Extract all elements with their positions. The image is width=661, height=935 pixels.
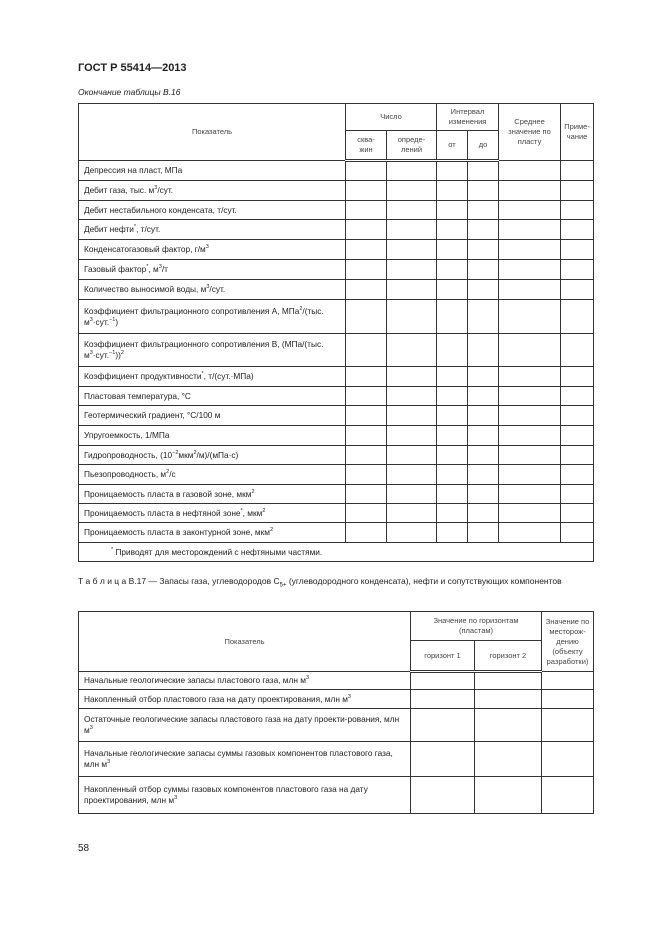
value-cell	[499, 426, 561, 446]
header-by-horizon: Значение по горизонтам (пластам)	[411, 612, 542, 641]
value-cell	[387, 426, 437, 446]
value-cell	[387, 220, 437, 240]
value-cell	[561, 504, 594, 523]
table-row	[79, 240, 594, 260]
value-cell	[499, 485, 561, 504]
value-cell	[346, 300, 387, 334]
table-b17-caption: Т а б л и ц а В.17 — Запасы газа, углеводородов $С_{5+}$ (углеводородного конденсата), нефти и сопутствующих компонентов	[78, 576, 562, 589]
row-label: Коэффициент фильтрационного сопротивления В, (МПа/(тыс. $м^3\cdot сут.^{-1}))^2$	[79, 334, 346, 367]
value-cell	[411, 672, 475, 690]
value-cell	[499, 406, 561, 426]
value-cell	[437, 485, 468, 504]
header-count: Число	[346, 104, 437, 131]
value-cell	[468, 465, 499, 485]
value-cell	[346, 240, 387, 260]
value-cell	[499, 220, 561, 240]
value-cell	[561, 523, 594, 543]
value-cell	[468, 334, 499, 367]
row-label: Конденсатогазовый фактор, $г/м^3$	[79, 240, 346, 260]
value-cell	[411, 709, 475, 742]
value-cell	[468, 446, 499, 465]
value-cell	[542, 690, 594, 709]
value-cell	[437, 280, 468, 300]
value-cell	[437, 446, 468, 465]
value-cell	[387, 446, 437, 465]
value-cell	[387, 260, 437, 280]
value-cell	[561, 367, 594, 387]
row-label: Гидропроводность, $(10^{-2}мкм^2/м)/(мПа\cdot с)$	[79, 446, 346, 465]
header-determinations: опреде- лений	[387, 131, 437, 161]
value-cell	[468, 406, 499, 426]
value-cell	[411, 777, 475, 814]
value-cell	[437, 465, 468, 485]
table-b16	[78, 103, 594, 562]
table-row	[79, 201, 594, 220]
value-cell	[499, 280, 561, 300]
table-row	[79, 260, 594, 280]
row-label: Депрессия на пласт, МПа	[79, 161, 346, 181]
value-cell	[499, 367, 561, 387]
value-cell	[346, 334, 387, 367]
value-cell	[437, 240, 468, 260]
table-row	[79, 367, 594, 387]
value-cell	[346, 485, 387, 504]
row-label: Проницаемость пласта в нефтяной зоне*, мкм$^2$	[79, 504, 346, 523]
value-cell	[468, 161, 499, 181]
row-label: Проницаемость пласта в законтурной зоне, мкм$^2$	[79, 523, 346, 543]
header-note: Приме- чание	[561, 104, 594, 161]
table-row	[79, 742, 594, 777]
value-cell	[475, 777, 542, 814]
value-cell	[561, 220, 594, 240]
value-cell	[387, 240, 437, 260]
value-cell	[561, 406, 594, 426]
value-cell	[346, 220, 387, 240]
value-cell	[561, 260, 594, 280]
table-row	[79, 672, 594, 690]
value-cell	[346, 161, 387, 181]
value-cell	[468, 387, 499, 406]
table-row	[79, 446, 594, 465]
header-horizon-1: горизонт 1	[411, 641, 475, 672]
table-b17	[78, 611, 594, 814]
page-number: 58	[78, 843, 90, 854]
value-cell	[475, 690, 542, 709]
value-cell	[346, 387, 387, 406]
row-label: Коэффициент фильтрационного сопротивления А, МПа$^2$/(тыс. $м^3\cdot сут.^{-1}$)	[79, 300, 346, 334]
value-cell	[561, 181, 594, 201]
value-cell	[468, 240, 499, 260]
value-cell	[387, 280, 437, 300]
header-from: от	[437, 131, 468, 161]
value-cell	[346, 367, 387, 387]
value-cell	[499, 161, 561, 181]
row-label: Газовый фактор*, $м^3/т$	[79, 260, 346, 280]
value-cell	[387, 485, 437, 504]
row-label: Упругоемкость, 1/МПа	[79, 426, 346, 446]
value-cell	[437, 523, 468, 543]
row-label: Геотермический градиент, °С/100 м	[79, 406, 346, 426]
value-cell	[561, 485, 594, 504]
value-cell	[437, 260, 468, 280]
value-cell	[561, 201, 594, 220]
row-label: Остаточные геологические запасы пластового газа на дату проекти-рования, млн $м^3$	[79, 709, 411, 742]
value-cell	[475, 672, 542, 690]
table-row	[79, 523, 594, 543]
row-label: Дебит газа, тыс. $м^3$/сут.	[79, 181, 346, 201]
value-cell	[499, 504, 561, 523]
value-cell	[475, 709, 542, 742]
value-cell	[437, 504, 468, 523]
value-cell	[346, 465, 387, 485]
value-cell	[561, 426, 594, 446]
value-cell	[499, 387, 561, 406]
header-to: до	[468, 131, 499, 161]
table-row	[79, 300, 594, 334]
value-cell	[468, 485, 499, 504]
table-row	[79, 465, 594, 485]
row-label: Пьезопроводность, $м^2/с$	[79, 465, 346, 485]
value-cell	[542, 672, 594, 690]
value-cell	[346, 523, 387, 543]
value-cell	[499, 465, 561, 485]
value-cell	[387, 367, 437, 387]
value-cell	[561, 465, 594, 485]
header-average: Среднее значение по пласту	[499, 104, 561, 161]
value-cell	[561, 387, 594, 406]
value-cell	[499, 181, 561, 201]
value-cell	[561, 280, 594, 300]
value-cell	[542, 742, 594, 777]
row-label: Накопленный отбор пластового газа на дату проектирования, млн $м^3$	[79, 690, 411, 709]
table-row	[79, 406, 594, 426]
value-cell	[411, 742, 475, 777]
value-cell	[499, 201, 561, 220]
table-continuation-label: Окончание таблицы В.16	[78, 87, 181, 97]
value-cell	[561, 300, 594, 334]
value-cell	[387, 300, 437, 334]
row-label: Дебит нестабильного конденсата, т/сут.	[79, 201, 346, 220]
value-cell	[346, 406, 387, 426]
value-cell	[346, 201, 387, 220]
value-cell	[468, 260, 499, 280]
value-cell	[468, 181, 499, 201]
table-row	[79, 280, 594, 300]
value-cell	[561, 161, 594, 181]
value-cell	[468, 201, 499, 220]
value-cell	[475, 742, 542, 777]
header-by-field: Значение по месторож-дению (объекту разработки)	[542, 612, 594, 672]
row-label: Пластовая температура, °С	[79, 387, 346, 406]
value-cell	[411, 690, 475, 709]
value-cell	[346, 446, 387, 465]
row-label: Дебит нефти*, т/сут.	[79, 220, 346, 240]
table-row	[79, 426, 594, 446]
value-cell	[468, 367, 499, 387]
value-cell	[468, 523, 499, 543]
row-label: Начальные геологические запасы суммы газовых компонентов пластового газа, млн $м^3$	[79, 742, 411, 777]
value-cell	[468, 300, 499, 334]
value-cell	[468, 220, 499, 240]
value-cell	[437, 201, 468, 220]
header-indicator: Показатель	[79, 612, 411, 672]
value-cell	[468, 504, 499, 523]
value-cell	[387, 161, 437, 181]
document-id: ГОСТ Р 55414—2013	[78, 62, 187, 74]
value-cell	[387, 334, 437, 367]
value-cell	[387, 387, 437, 406]
value-cell	[499, 300, 561, 334]
value-cell	[387, 523, 437, 543]
table-row	[79, 220, 594, 240]
row-label: Количество выносимой воды, $м^3$/сут.	[79, 280, 346, 300]
header-horizon-2: горизонт 2	[475, 641, 542, 672]
row-label: Проницаемость пласта в газовой зоне, мкм$^2$	[79, 485, 346, 504]
value-cell	[346, 181, 387, 201]
row-label: Начальные геологические запасы пластового газа, млн $м^3$	[79, 672, 411, 690]
value-cell	[499, 446, 561, 465]
value-cell	[499, 523, 561, 543]
value-cell	[387, 406, 437, 426]
value-cell	[437, 426, 468, 446]
value-cell	[387, 201, 437, 220]
row-label: Коэффициент продуктивности*, т/(сут.·МПа)	[79, 367, 346, 387]
value-cell	[468, 280, 499, 300]
value-cell	[437, 367, 468, 387]
value-cell	[468, 426, 499, 446]
value-cell	[561, 334, 594, 367]
value-cell	[437, 181, 468, 201]
table-row	[79, 485, 594, 504]
table-row	[79, 181, 594, 201]
table-row	[79, 387, 594, 406]
table-row	[79, 709, 594, 742]
table-row	[79, 334, 594, 367]
table-row	[79, 690, 594, 709]
value-cell	[387, 181, 437, 201]
value-cell	[437, 334, 468, 367]
value-cell	[437, 387, 468, 406]
value-cell	[437, 300, 468, 334]
value-cell	[387, 504, 437, 523]
value-cell	[561, 240, 594, 260]
header-indicator: Показатель	[79, 104, 346, 161]
value-cell	[346, 280, 387, 300]
value-cell	[437, 406, 468, 426]
value-cell	[542, 777, 594, 814]
header-wells: сква- жин	[346, 131, 387, 161]
table-row	[79, 161, 594, 181]
table-row	[79, 504, 594, 523]
value-cell	[346, 504, 387, 523]
value-cell	[437, 161, 468, 181]
table-footnote: * Приводят для месторождений с нефтяными частями.	[79, 543, 594, 562]
value-cell	[387, 465, 437, 485]
value-cell	[499, 260, 561, 280]
value-cell	[346, 260, 387, 280]
value-cell	[542, 709, 594, 742]
table-row	[79, 777, 594, 814]
value-cell	[499, 334, 561, 367]
value-cell	[437, 220, 468, 240]
row-label: Накопленный отбор суммы газовых компонентов пластового газа на дату проектирования, млн $м^3$	[79, 777, 411, 814]
value-cell	[499, 240, 561, 260]
value-cell	[346, 426, 387, 446]
header-interval: Интервал изменения	[437, 104, 499, 131]
value-cell	[561, 446, 594, 465]
